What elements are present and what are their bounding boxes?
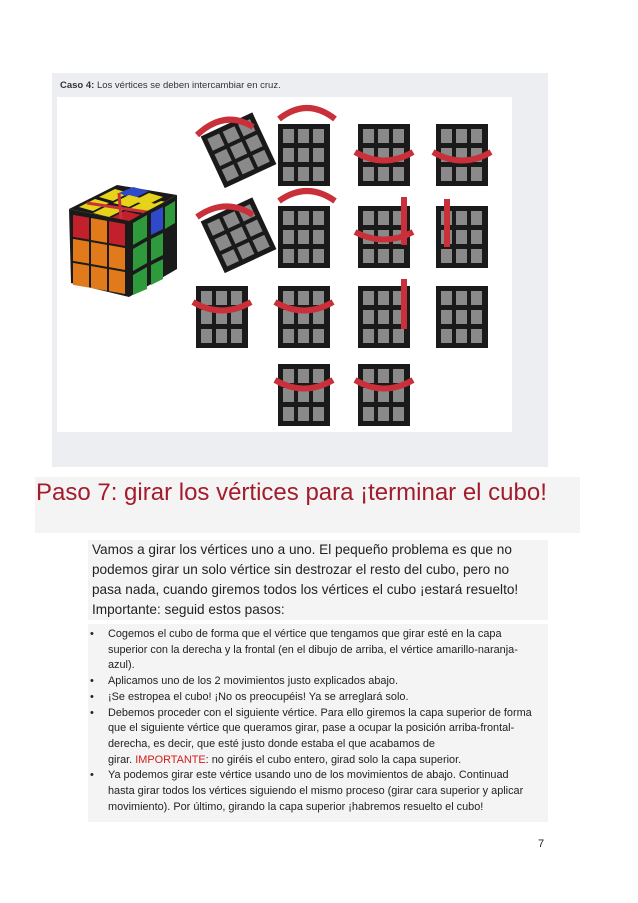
list-item <box>86 768 556 815</box>
step-line: derecha, es decir, que esté justo donde estaba el que acabamos de <box>108 737 435 750</box>
solved-layers-cube <box>69 185 177 297</box>
caption-text: Los vértices se deben intercambiar en cruz. <box>94 80 281 91</box>
step-line-rest: : no giréis el cubo entero, girad solo la capa superior. <box>205 753 462 766</box>
steps-list <box>86 627 556 815</box>
step-line: Aplicamos uno de los 2 movimientos justo explicados abajo. <box>108 675 398 688</box>
bullet-icon: • <box>90 690 94 703</box>
section-heading: Paso 7: girar los vértices para ¡terminar el cubo! <box>36 479 547 506</box>
important-label: IMPORTANTE <box>135 753 206 766</box>
intro-line: Importante: seguid estos pasos: <box>92 602 285 617</box>
figure-caption <box>60 80 281 91</box>
step-line: Cogemos el cubo de forma que el vértice que tengamos que girar esté en la capa <box>108 628 502 640</box>
step-line: Ya podemos girar este vértice usando uno de los movimientos de abajo. Continuad <box>108 769 509 782</box>
bullet-icon: • <box>90 675 94 688</box>
intro-line: Vamos a girar los vértices uno a uno. El pequeño problema es que no <box>92 542 512 557</box>
intro-line: podemos girar un solo vértice sin destrozar el resto del cubo, pero no <box>92 562 510 577</box>
list-item <box>86 706 556 769</box>
step-line: superior con la derecha y la frontal (en el dibujo de arriba, el vértice amarillo-naranja- <box>108 643 518 656</box>
diagram-panel <box>57 97 512 432</box>
list-item <box>86 627 556 674</box>
rubiks-diagram <box>57 97 512 432</box>
list-item <box>86 674 556 690</box>
bullet-icon: • <box>90 628 94 640</box>
step-line: ¡Se estropea el cubo! ¡No os preocupéis! Ya se arreglará solo. <box>108 690 409 703</box>
intro-line: pasa nada, cuando giremos todos los vértices el cubo ¡estará resuelto! <box>92 582 519 597</box>
page-number: 7 <box>538 838 545 850</box>
move-sequence-cubes <box>197 114 487 425</box>
step-line: Debemos proceder con el siguiente vértice. Para ello giremos la capa superior de forma <box>108 706 532 719</box>
step-line-start: girar. <box>108 753 136 766</box>
bullet-icon: • <box>90 769 94 782</box>
caption-prefix: Caso 4: <box>60 80 95 91</box>
intro-paragraph <box>92 540 552 620</box>
step-line <box>108 753 556 769</box>
step-line: movimiento). Por último, girando la capa superior ¡habremos resuelto el cubo! <box>108 800 484 813</box>
step-line: azul). <box>108 659 135 672</box>
bullet-icon: • <box>90 706 94 719</box>
list-item <box>86 690 556 706</box>
step-line: hasta girar todos los vértices siguiendo el mismo proceso (girar cara superior y aplicar <box>108 785 524 798</box>
step-line: que el siguiente vértice que queramos girar, pase a ocupar la posición arriba-frontal- <box>108 722 515 735</box>
